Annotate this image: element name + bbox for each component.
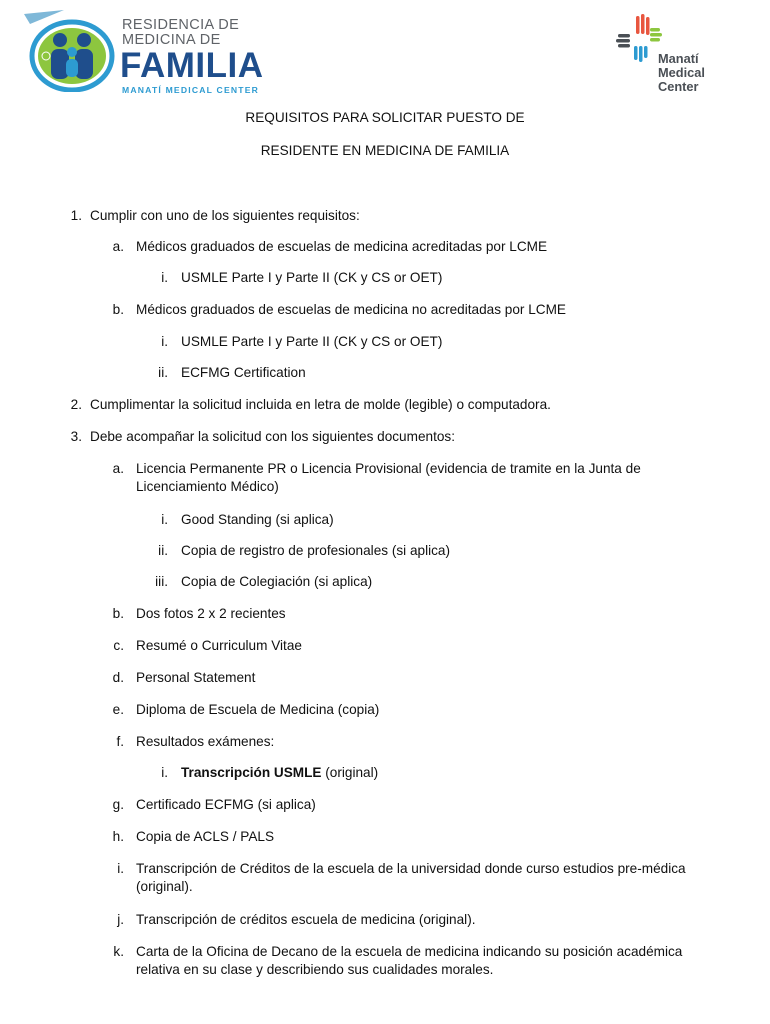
- list-marker: b.: [112, 606, 124, 621]
- list-text: Licencia Permanente PR o Licencia Provisional (evidencia de tramite en la Junta de Licenciamiento Médico): [136, 461, 641, 494]
- logo-text-medicina: MEDICINA DE: [122, 32, 221, 48]
- list-text: Cumplimentar la solicitud incluida en letra de molde (legible) o computadora.: [90, 397, 551, 412]
- list-text: USMLE Parte I y Parte II (CK y CS or OET): [181, 334, 443, 349]
- list-text: Copia de registro de profesionales (si aplica): [181, 543, 450, 558]
- list-text: Certificado ECFMG (si aplica): [136, 797, 316, 812]
- document-title-line-1: REQUISITOS PARA SOLICITAR PUESTO DE: [245, 110, 525, 125]
- list-marker: g.: [112, 797, 124, 812]
- list-marker: f.: [116, 734, 124, 749]
- logo-line-medical: Medical: [658, 65, 705, 80]
- list-text: Diploma de Escuela de Medicina (copia): [136, 702, 380, 717]
- logo-line-center: Center: [658, 79, 699, 94]
- logo-line-manati: Manatí: [658, 51, 699, 66]
- list-marker: i.: [161, 334, 168, 349]
- list-text: Debe acompañar la solicitud con los siguientes documentos:: [90, 429, 455, 444]
- list-marker: ii.: [158, 365, 168, 380]
- list-text: Good Standing (si aplica): [181, 512, 334, 527]
- family-logo-icon: [24, 10, 116, 92]
- list-marker: c.: [113, 638, 124, 653]
- logo-text-manati: MANATÍ MEDICAL CENTER: [122, 85, 260, 95]
- list-text: Transcripción de créditos escuela de medicina (original).: [136, 912, 476, 927]
- list-text: ECFMG Certification: [181, 365, 306, 380]
- logo-text-manati-medical-center: [658, 52, 705, 94]
- list-text: Personal Statement: [136, 670, 256, 685]
- list-text-bold: Transcripción USMLE: [181, 765, 322, 780]
- list-text: Copia de ACLS / PALS: [136, 829, 275, 844]
- manati-medical-center-logo: [612, 14, 722, 100]
- residencia-logo: [12, 10, 264, 95]
- list-marker: b.: [112, 302, 124, 317]
- list-marker: i.: [161, 765, 168, 780]
- hands-logo-icon: [616, 14, 662, 72]
- list-marker: i.: [117, 861, 124, 876]
- document-title-line-2: RESIDENTE EN MEDICINA DE FAMILIA: [260, 143, 510, 158]
- list-marker: i.: [161, 512, 168, 527]
- list-marker: 3.: [70, 429, 82, 444]
- list-text: Dos fotos 2 x 2 recientes: [136, 606, 286, 621]
- list-marker: 2.: [70, 397, 82, 412]
- list-marker: i.: [161, 270, 168, 285]
- list-marker: d.: [112, 670, 124, 685]
- list-marker: k.: [113, 944, 124, 959]
- list-marker: a.: [112, 239, 124, 254]
- list-text: Resumé o Curriculum Vitae: [136, 638, 302, 653]
- list-marker: j.: [117, 912, 124, 927]
- logo-text-familia: FAMILIA: [120, 46, 264, 85]
- list-marker: iii.: [155, 574, 168, 589]
- list-text: Cumplir con uno de los siguientes requisitos:: [90, 208, 360, 223]
- list-marker: a.: [112, 461, 124, 476]
- list-text: [181, 764, 701, 782]
- list-text: Carta de la Oficina de Decano de la escuela de medicina indicando su posición académica relativa en su clase y describiendo sus cualidades morales.: [136, 944, 683, 977]
- list-marker: 1.: [70, 208, 82, 223]
- list-text: Resultados exámenes:: [136, 734, 275, 749]
- list-text: Médicos graduados de escuelas de medicina acreditadas por LCME: [136, 239, 548, 254]
- list-text: Copia de Colegiación (si aplica): [181, 574, 373, 589]
- list-marker: h.: [112, 829, 124, 844]
- list-text-rest: (original): [321, 765, 379, 780]
- list-text: Transcripción de Créditos de la escuela de la universidad donde curso estudios pre-médica (original).: [136, 861, 686, 894]
- list-marker: e.: [112, 702, 124, 717]
- list-text: USMLE Parte I y Parte II (CK y CS or OET): [181, 270, 443, 285]
- list-marker: ii.: [158, 543, 168, 558]
- list-text: Médicos graduados de escuelas de medicina no acreditadas por LCME: [136, 302, 566, 317]
- logo-text-residencia: RESIDENCIA DE: [122, 17, 240, 33]
